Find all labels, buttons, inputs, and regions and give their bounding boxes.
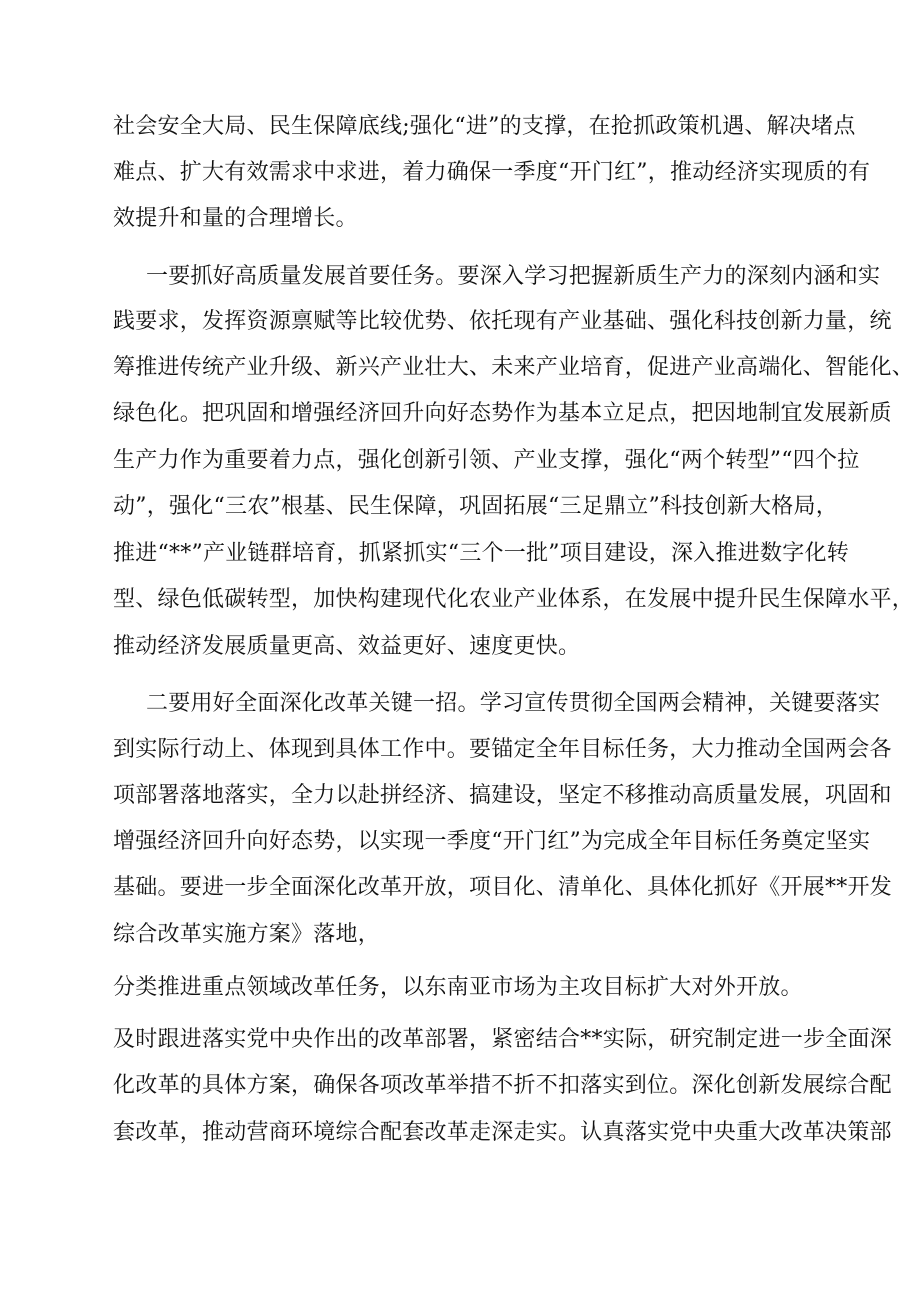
text-line: 增强经济回升向好态势，以实现一季度“开门红”为完成全年目标任务奠定坚实	[113, 829, 871, 854]
paragraph-start-line: 二要用好全面深化改革关键一招。学习宣传贯彻全国两会精神，关键要落实	[146, 691, 881, 716]
text-line: 难点、扩大有效需求中求进，着力确保一季度“开门红”，推动经济实现质的有	[113, 160, 871, 185]
text-line: 基础。要进一步全面深化改革开放，项目化、清单化、具体化抓好《开展**开发	[113, 875, 893, 900]
text-line: 绿色化。把巩固和增强经济回升向好态势作为基本立足点，把因地制宜发展新质	[113, 401, 892, 426]
text-line: 到实际行动上、体现到具体工作中。要锚定全年目标任务，大力推动全国两会各	[113, 737, 892, 762]
text-line: 效提升和量的合理增长。	[113, 206, 358, 231]
text-line: 型、绿色低碳转型，加快构建现代化农业产业体系，在发展中提升民生保障水平，	[113, 587, 915, 612]
text-line: 社会安全大局、民生保障底线;强化“进”的支撑，在抢抓政策机遇、解决堵点	[113, 114, 856, 139]
text-line: 及时跟进落实党中央作出的改革部署，紧密结合**实际，研究制定进一步全面深	[113, 1027, 893, 1052]
text-line: 项部署落地落实，全力以赴拼经济、搞建设，坚定不移推动高质量发展，巩固和	[113, 783, 892, 808]
text-line: 推进“**”产业链群培育，抓紧抓实“三个一批”项目建设，深入推进数字化转	[113, 541, 849, 566]
text-line: 化改革的具体方案，确保各项改革举措不折不扣落实到位。深化创新发展综合配	[113, 1073, 892, 1098]
paragraph-start-line: 一要抓好高质量发展首要任务。要深入学习把握新质生产力的深刻内涵和实	[146, 264, 881, 289]
text-line: 践要求，发挥资源禀赋等比较优势、依托现有产业基础、强化科技创新力量，统	[113, 309, 892, 334]
text-line: 动”，强化“三农”根基、民生保障，巩固拓展“三足鼎立”科技创新大格局，	[113, 494, 838, 519]
text-line: 综合改革实施方案》落地，	[113, 922, 381, 947]
text-line: 分类推进重点领域改革任务，以东南亚市场为主攻目标扩大对外开放。	[113, 975, 803, 1000]
text-line: 推动经济发展质量更高、效益更好、速度更快。	[113, 634, 581, 659]
text-line: 生产力作为重要着力点，强化创新引领、产业支撑，强化“两个转型”“四个拉	[113, 448, 860, 473]
text-line: 套改革，推动营商环境综合配套改革走深走实。认真落实党中央重大改革决策部	[113, 1120, 892, 1145]
text-line: 筹推进传统产业升级、新兴产业壮大、未来产业培育，促进产业高端化、智能化、	[113, 355, 915, 380]
